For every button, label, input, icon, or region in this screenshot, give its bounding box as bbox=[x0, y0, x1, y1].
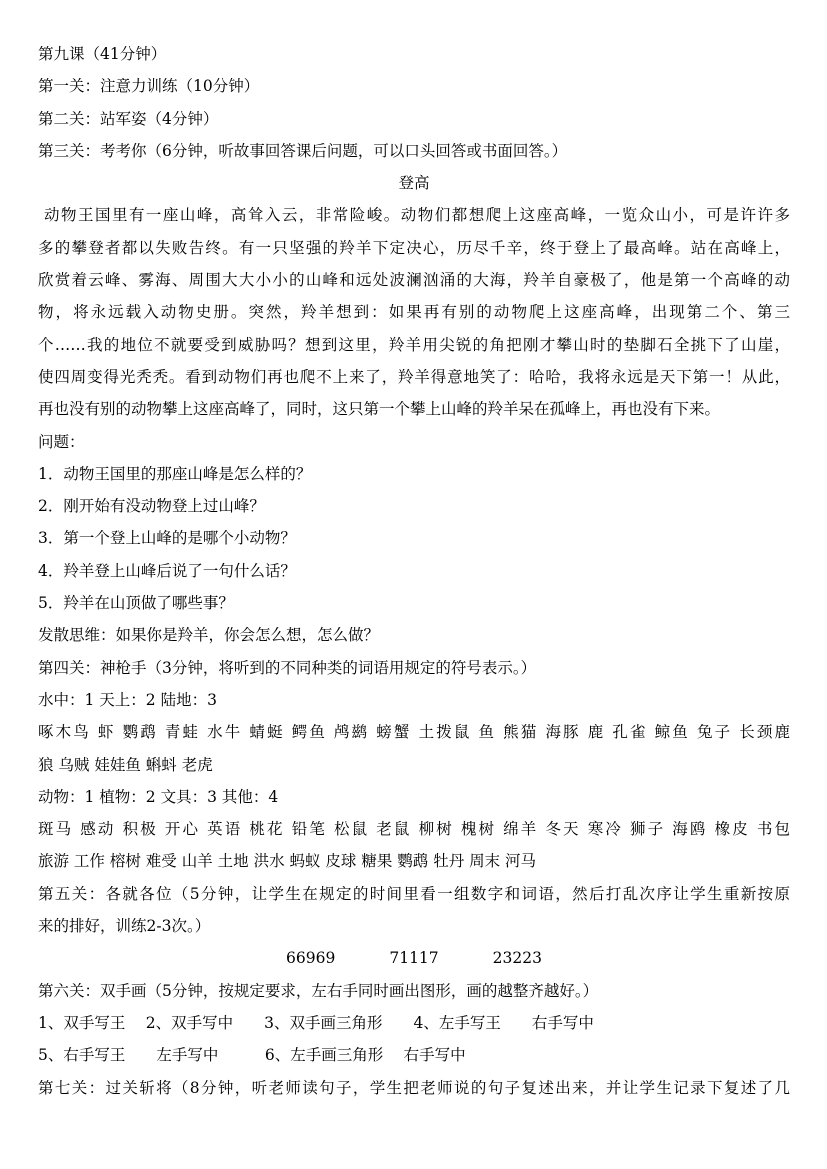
question-item: 5．羚羊在山顶做了哪些事？ bbox=[38, 594, 234, 613]
word-set-1-line: 狼 乌贼 娃娃鱼 蝌蚪 老虎 bbox=[38, 755, 213, 774]
document-page bbox=[38, 38, 790, 1104]
word-set-2-line: 斑马 感动 积极 开心 英语 桃花 铅笔 松鼠 老鼠 柳树 槐树 绵羊 冬天 寒冷 狮子 海鸥 橡皮 书包 bbox=[38, 820, 790, 839]
story-line: 多的攀登者都以失败告终。有一只坚强的羚羊下定决心，历尽千辛，终于登上了最高峰。站在高峰上， bbox=[38, 238, 790, 257]
level-4-heading: 第四关：神枪手（3分钟，将听到的不同种类的词语用规定的符号表示。） bbox=[38, 658, 537, 677]
divergent-thinking: 发散思维：如果你是羚羊，你会怎么想，怎么做？ bbox=[38, 626, 380, 645]
number-sequence: 23223 bbox=[492, 949, 542, 968]
level-6-heading: 第六关：双手画（5分钟，按规定要求，左右手同时画出图形，画的越整齐越好。） bbox=[38, 981, 599, 1000]
questions-label: 问题： bbox=[38, 432, 85, 451]
hands-task-line: 1、双手写王 2、双手写中 3、双手画三角形 4、左手写王 右手写中 bbox=[38, 1013, 594, 1032]
lesson-title: 第九课（41分钟） bbox=[38, 45, 167, 63]
story-title: 登高 bbox=[398, 174, 430, 193]
level-5-heading: 第五关：各就各位（5分钟，让学生在规定的时间里看一组数字和词语，然后打乱次序让学生重新按原 bbox=[38, 884, 790, 903]
question-item: 4．羚羊登上山峰后说了一句什么话？ bbox=[38, 561, 296, 580]
story-line: 再也没有别的动物攀上这座高峰了，同时，这只第一个攀上山峰的羚羊呆在孤峰上，再也没有下来。 bbox=[38, 400, 721, 419]
question-item: 1．动物王国里的那座山峰是怎么样的？ bbox=[38, 464, 312, 483]
number-sequence-row bbox=[38, 942, 790, 974]
level-1-heading: 第一关：注意力训练（10分钟） bbox=[38, 77, 260, 96]
story-line: 欣赏着云峰、雾海、周围大大小小的山峰和远处波澜汹涌的大海，羚羊自豪极了，他是第一个高峰的动 bbox=[38, 271, 790, 290]
story-line: 个……我的地位不就要受到威胁吗？想到这里，羚羊用尖锐的角把刚才攀山时的垫脚石全挑下了山崖， bbox=[38, 335, 790, 354]
word-set-2-legend: 动物：1 植物：2 文具：3 其他：4 bbox=[38, 787, 279, 806]
word-set-1-legend: 水中：1 天上：2 陆地：3 bbox=[38, 690, 217, 709]
question-item: 2．刚开始有没动物登上过山峰？ bbox=[38, 497, 265, 516]
hands-task-line: 5、右手写王 左手写中 6、左手画三角形 右手写中 bbox=[38, 1046, 466, 1065]
level-3-heading: 第三关：考考你（6分钟，听故事回答课后问题，可以口头回答或书面回答。） bbox=[38, 141, 568, 160]
number-sequence: 66969 bbox=[286, 949, 336, 968]
level-2-heading: 第二关：站军姿（4分钟） bbox=[38, 109, 219, 128]
word-set-2-line: 旅游 工作 榕树 难受 山羊 土地 洪水 蚂蚁 皮球 糖果 鹦鹉 牡丹 周末 河马 bbox=[38, 852, 537, 871]
number-sequence: 71117 bbox=[389, 949, 439, 968]
question-item: 3．第一个登上山峰的是哪个小动物？ bbox=[38, 529, 296, 548]
level-7-heading: 第七关：过关斩将（8分钟，听老师读句子，学生把老师说的句子复述出来，并让学生记录下复述了几 bbox=[38, 1078, 790, 1097]
story-line: 使四周变得光秃秃。看到动物们再也爬不上来了，羚羊得意地笑了：哈哈，我将永远是天下第一！从此， bbox=[38, 367, 790, 386]
level-5-heading-cont: 来的排好，训练2-3次。） bbox=[38, 917, 211, 936]
word-set-1-line: 啄木鸟 虾 鹦鹉 青蛙 水牛 蜻蜓 鳄鱼 鸬鹚 螃蟹 土拨鼠 鱼 熊猫 海豚 鹿 孔雀 鲸鱼 兔子 长颈鹿 bbox=[38, 723, 790, 742]
story-line: 物，将永远载入动物史册。突然，羚羊想到：如果再有别的动物爬上这座高峰，出现第二个、第三 bbox=[38, 303, 790, 322]
story-line: 动物王国里有一座山峰，高耸入云，非常险峻。动物们都想爬上这座高峰，一览众山小，可是许许多 bbox=[44, 206, 790, 225]
